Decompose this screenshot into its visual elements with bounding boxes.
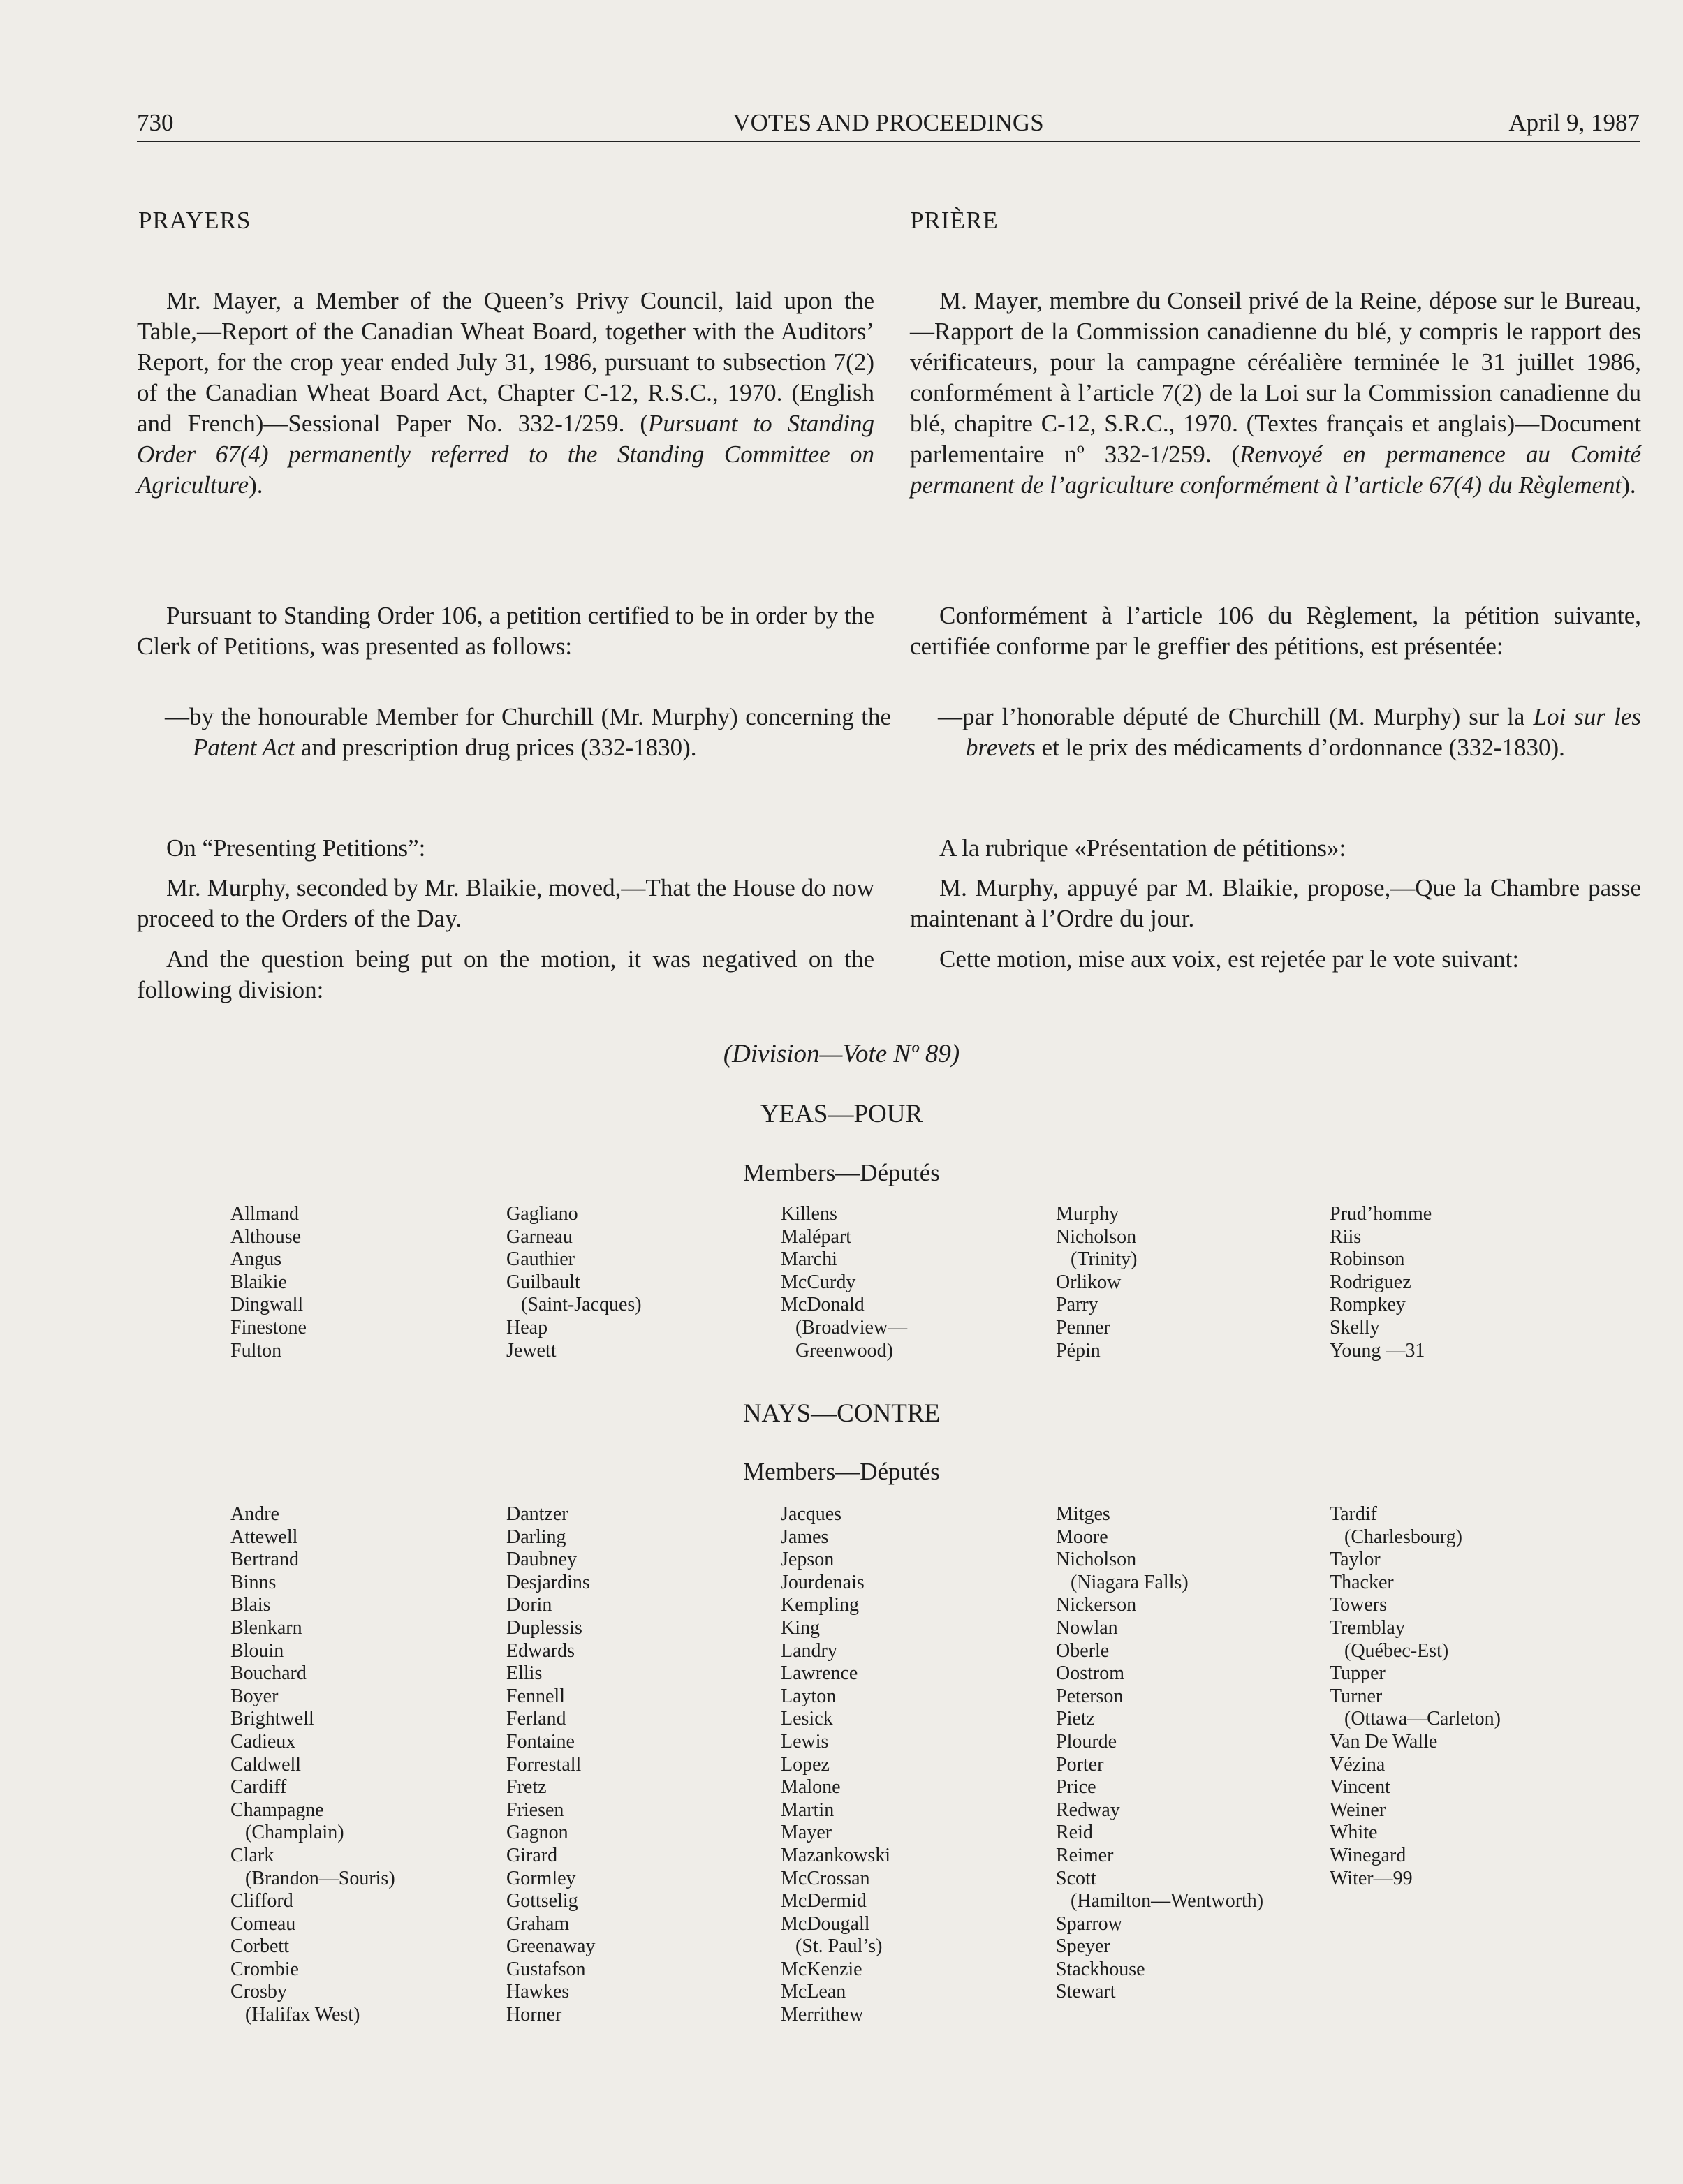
en-p1-italic: Pursuant to Standing Order 67(4) permanently referred to the Standing Committee on Agriculture — [137, 410, 874, 499]
member-name: Pietz — [1056, 1708, 1095, 1730]
member-name: Cadieux — [230, 1730, 296, 1753]
member-name: Angus — [230, 1248, 282, 1271]
member-name: Cardiff — [230, 1776, 287, 1799]
member-name: Witer—99 — [1330, 1867, 1413, 1889]
member-name: Rompkey — [1330, 1294, 1406, 1316]
nays-column — [1330, 1503, 1501, 1890]
member-name: Girard — [506, 1844, 558, 1866]
fr-paragraph-tabling — [910, 286, 1641, 501]
en-paragraph-tabling — [137, 286, 874, 501]
member-name: Weiner — [1330, 1799, 1386, 1821]
member-name: (Trinity) — [1056, 1248, 1138, 1271]
member-name: Towers — [1330, 1594, 1388, 1616]
member-name: Lopez — [781, 1753, 830, 1776]
member-name: Finestone — [230, 1316, 307, 1338]
member-name: McCrossan — [781, 1867, 870, 1889]
fr-p1-end: ). — [1622, 471, 1636, 499]
nays-subheading: Members—Députés — [743, 1458, 940, 1485]
member-name: Champagne — [230, 1799, 324, 1821]
member-name: McCurdy — [781, 1271, 856, 1293]
header-date: April 9, 1987 — [1508, 109, 1640, 136]
en-petition-item — [137, 702, 891, 763]
member-name: Fennell — [506, 1685, 565, 1707]
member-name: Fontaine — [506, 1730, 575, 1753]
member-name: (Ottawa—Carleton) — [1330, 1708, 1501, 1730]
member-name: Heap — [506, 1316, 548, 1338]
member-name: Redway — [1056, 1799, 1120, 1821]
member-name: Vézina — [1330, 1753, 1386, 1776]
member-name: Bertrand — [230, 1549, 299, 1571]
member-name: Gottselig — [506, 1890, 578, 1912]
member-name: (Broadview— — [781, 1316, 908, 1338]
member-name: Jacques — [781, 1503, 842, 1525]
member-name: Graham — [506, 1912, 570, 1935]
member-name: Speyer — [1056, 1935, 1110, 1958]
member-name: Kempling — [781, 1594, 859, 1616]
member-name: Malone — [781, 1776, 841, 1799]
fr-p1-italic: Renvoyé en permanence au Comité permanent de l’agriculture conformément à l’article 67(4) du Règlement — [910, 441, 1641, 499]
member-name: Murphy — [1056, 1203, 1119, 1225]
nays-column — [230, 1503, 395, 2027]
member-name: Crosby — [230, 1981, 287, 2003]
member-name: Plourde — [1056, 1730, 1117, 1753]
member-name: Dantzer — [506, 1503, 568, 1525]
member-name: Friesen — [506, 1799, 564, 1821]
member-name: Fretz — [506, 1776, 547, 1799]
member-name: Killens — [781, 1203, 837, 1225]
member-name: Marchi — [781, 1248, 837, 1271]
fr-motion: M. Murphy, appuyé par M. Blaikie, propose,—Que la Chambre passe maintenant à l’Ordre du jour. — [910, 874, 1641, 932]
fr-p3-text: —par l’honorable député de Churchill (M. Murphy) sur la — [938, 703, 1534, 730]
member-name: (Halifax West) — [230, 2004, 360, 2026]
member-name: Caldwell — [230, 1753, 302, 1776]
member-name: McKenzie — [781, 1958, 862, 1980]
member-name: Lawrence — [781, 1662, 858, 1685]
member-name: (Hamilton—Wentworth) — [1056, 1890, 1264, 1912]
nays-column — [781, 1503, 890, 2027]
member-name: Hawkes — [506, 1981, 570, 2003]
member-name: Thacker — [1330, 1571, 1394, 1593]
member-name: Edwards — [506, 1639, 575, 1662]
member-name: Young —31 — [1330, 1339, 1425, 1362]
member-name: Fulton — [230, 1339, 282, 1362]
member-name: Mazankowski — [781, 1844, 891, 1866]
running-title: VOTES AND PROCEEDINGS — [733, 109, 1044, 136]
member-name: (Champlain) — [230, 1822, 344, 1844]
en-p3-text: —by the honourable Member for Churchill (Mr. Murphy) concerning the — [165, 703, 891, 730]
member-name: Nowlan — [1056, 1616, 1118, 1639]
yeas-subheading: Members—Députés — [743, 1159, 940, 1186]
member-name: Landry — [781, 1639, 837, 1662]
member-name: Gustafson — [506, 1958, 586, 1980]
member-name: Riis — [1330, 1225, 1362, 1248]
member-name: Oberle — [1056, 1639, 1110, 1662]
member-name: Price — [1056, 1776, 1096, 1799]
nays-column — [1056, 1503, 1263, 2004]
member-name: Robinson — [1330, 1248, 1405, 1271]
member-name: Gagnon — [506, 1822, 568, 1844]
member-name: Turner — [1330, 1685, 1383, 1707]
en-p3-end: and prescription drug prices (332-1830). — [295, 734, 697, 761]
member-name: McDermid — [781, 1890, 867, 1912]
member-name: Daubney — [506, 1549, 578, 1571]
member-name: Gormley — [506, 1867, 576, 1889]
member-name: Layton — [781, 1685, 837, 1707]
member-name: Parry — [1056, 1294, 1098, 1316]
member-name: Sparrow — [1056, 1912, 1122, 1935]
member-name: Lesick — [781, 1708, 833, 1730]
fr-p1-text: M. Mayer, membre du Conseil privé de la Reine, dépose sur le Bureau,—Rapport de la Commission canadienne du blé, y compris le rapport des vérificateurs, pour la campagne céréalière terminée le 31 juillet 1986, conformément à l’article 7(2) de la Loi sur la Commission canadienne du blé, chapitre C-12, S.R.C., 1970. (Textes français et anglais)—Document parlementaire nº 332-1/259. ( — [910, 287, 1641, 468]
yeas-column — [1056, 1203, 1137, 1362]
member-name: Merrithew — [781, 2004, 864, 2026]
member-name: White — [1330, 1822, 1378, 1844]
member-name: Blouin — [230, 1639, 284, 1662]
member-name: Forrestall — [506, 1753, 582, 1776]
member-name: Malépart — [781, 1225, 852, 1248]
member-name: Greenwood) — [781, 1339, 893, 1362]
member-name: Prud’homme — [1330, 1203, 1432, 1225]
fr-presenting-petitions: A la rubrique «Présentation de pétitions»: — [939, 834, 1346, 862]
member-name: James — [781, 1526, 829, 1548]
member-name: Althouse — [230, 1225, 302, 1248]
yeas-heading: YEAS—POUR — [760, 1100, 923, 1128]
member-name: Penner — [1056, 1316, 1110, 1338]
member-name: Clark — [230, 1844, 274, 1866]
member-name: Stackhouse — [1056, 1958, 1145, 1980]
member-name: Van De Walle — [1330, 1730, 1438, 1753]
member-name: Winegard — [1330, 1844, 1406, 1866]
member-name: Martin — [781, 1799, 835, 1821]
member-name: Dingwall — [230, 1294, 304, 1316]
member-name: Pépin — [1056, 1339, 1101, 1362]
member-name: Guilbault — [506, 1271, 580, 1293]
member-name: Blaikie — [230, 1271, 287, 1293]
fr-p3-end: et le prix des médicaments d’ordonnance (332-1830). — [1035, 734, 1565, 761]
member-name: Lewis — [781, 1730, 829, 1753]
division-title: (Division—Vote Nº 89) — [723, 1040, 960, 1068]
member-name: Rodriguez — [1330, 1271, 1411, 1293]
fr-p3-italic: Loi sur les brevets — [966, 703, 1642, 761]
member-name: (Brandon—Souris) — [230, 1867, 395, 1889]
member-name: (St. Paul’s) — [781, 1935, 883, 1958]
member-name: Mitges — [1056, 1503, 1110, 1525]
member-name: Orlikow — [1056, 1271, 1122, 1293]
member-name: Jepson — [781, 1549, 835, 1571]
member-name: Duplessis — [506, 1616, 582, 1639]
member-name: Mayer — [781, 1822, 832, 1844]
member-name: Tardif — [1330, 1503, 1378, 1525]
en-p1-end: ). — [249, 471, 263, 499]
member-name: Horner — [506, 2004, 562, 2026]
member-name: Ellis — [506, 1662, 543, 1685]
member-name: McLean — [781, 1981, 846, 2003]
member-name: Allmand — [230, 1203, 299, 1225]
member-name: Dorin — [506, 1594, 552, 1616]
member-name: Jewett — [506, 1339, 557, 1362]
member-name: King — [781, 1616, 820, 1639]
member-name: Skelly — [1330, 1316, 1380, 1338]
en-p3-italic: Patent Act — [193, 734, 295, 761]
member-name: Tupper — [1330, 1662, 1386, 1685]
member-name: Porter — [1056, 1753, 1104, 1776]
member-name: Desjardins — [506, 1571, 590, 1593]
en-motion: Mr. Murphy, seconded by Mr. Blaikie, moved,—That the House do now proceed to the Orders of the Day. — [137, 874, 874, 932]
yeas-column — [1330, 1203, 1432, 1362]
member-name: (Québec-Est) — [1330, 1639, 1449, 1662]
member-name: Gagliano — [506, 1203, 578, 1225]
priere-heading: PRIÈRE — [910, 207, 999, 234]
member-name: McDougall — [781, 1912, 870, 1935]
member-name: Blais — [230, 1594, 271, 1616]
member-name: Scott — [1056, 1867, 1096, 1889]
member-name: Nicholson — [1056, 1549, 1137, 1571]
member-name: Attewell — [230, 1526, 298, 1548]
member-name: Garneau — [506, 1225, 573, 1248]
member-name: Corbett — [230, 1935, 289, 1958]
member-name: Taylor — [1330, 1549, 1381, 1571]
yeas-column — [230, 1203, 307, 1362]
prayers-heading: PRAYERS — [138, 207, 251, 234]
member-name: Oostrom — [1056, 1662, 1124, 1685]
member-name: (Charlesbourg) — [1330, 1526, 1462, 1548]
member-name: Ferland — [506, 1708, 566, 1730]
page-number: 730 — [137, 109, 174, 136]
member-name: Stewart — [1056, 1981, 1116, 2003]
member-name: Binns — [230, 1571, 277, 1593]
nays-column — [506, 1503, 595, 2027]
page-header — [137, 105, 1640, 142]
member-name: Moore — [1056, 1526, 1108, 1548]
member-name: Brightwell — [230, 1708, 314, 1730]
member-name: Jourdenais — [781, 1571, 865, 1593]
member-name: Crombie — [230, 1958, 299, 1980]
member-name: Reimer — [1056, 1844, 1114, 1866]
yeas-column — [506, 1203, 642, 1362]
fr-paragraph-petition: Conformément à l’article 106 du Règlement, la pétition suivante, certifiée conforme par le greffier des pétitions, est présentée: — [910, 602, 1641, 660]
member-name: Nickerson — [1056, 1594, 1137, 1616]
member-name: Tremblay — [1330, 1616, 1405, 1639]
fr-question: Cette motion, mise aux voix, est rejetée par le vote suivant: — [939, 945, 1520, 973]
member-name: Boyer — [230, 1685, 279, 1707]
member-name: Peterson — [1056, 1685, 1124, 1707]
member-name: Darling — [506, 1526, 566, 1548]
fr-petition-item — [910, 702, 1641, 763]
member-name: Andre — [230, 1503, 279, 1525]
member-name: Gauthier — [506, 1248, 575, 1271]
member-name: McDonald — [781, 1294, 865, 1316]
member-name: Clifford — [230, 1890, 293, 1912]
member-name: Greenaway — [506, 1935, 596, 1958]
member-name: Blenkarn — [230, 1616, 302, 1639]
member-name: (Saint-Jacques) — [506, 1294, 642, 1316]
member-name: (Niagara Falls) — [1056, 1571, 1189, 1593]
en-p1-text: Mr. Mayer, a Member of the Queen’s Privy Council, laid upon the Table,—Report of the Canadian Wheat Board, together with the Auditors’ Report, for the crop year ended July 31, 1986, pursuant to subsection 7(2) of the Canadian Wheat Board Act, Chapter C-12, R.S.C., 1970. (English and French)—Sessional Paper No. 332-1/259. ( — [137, 287, 874, 437]
en-presenting-petitions: On “Presenting Petitions”: — [166, 834, 426, 862]
member-name: Reid — [1056, 1822, 1093, 1844]
member-name: Bouchard — [230, 1662, 307, 1685]
member-name: Comeau — [230, 1912, 296, 1935]
nays-heading: NAYS—CONTRE — [742, 1399, 941, 1428]
en-paragraph-petition: Pursuant to Standing Order 106, a petition certified to be in order by the Clerk of Petitions, was presented as follows: — [137, 602, 874, 660]
member-name: Vincent — [1330, 1776, 1390, 1799]
member-name: Nicholson — [1056, 1225, 1137, 1248]
yeas-column — [781, 1203, 907, 1362]
en-question: And the question being put on the motion, it was negatived on the following division: — [137, 945, 874, 1003]
